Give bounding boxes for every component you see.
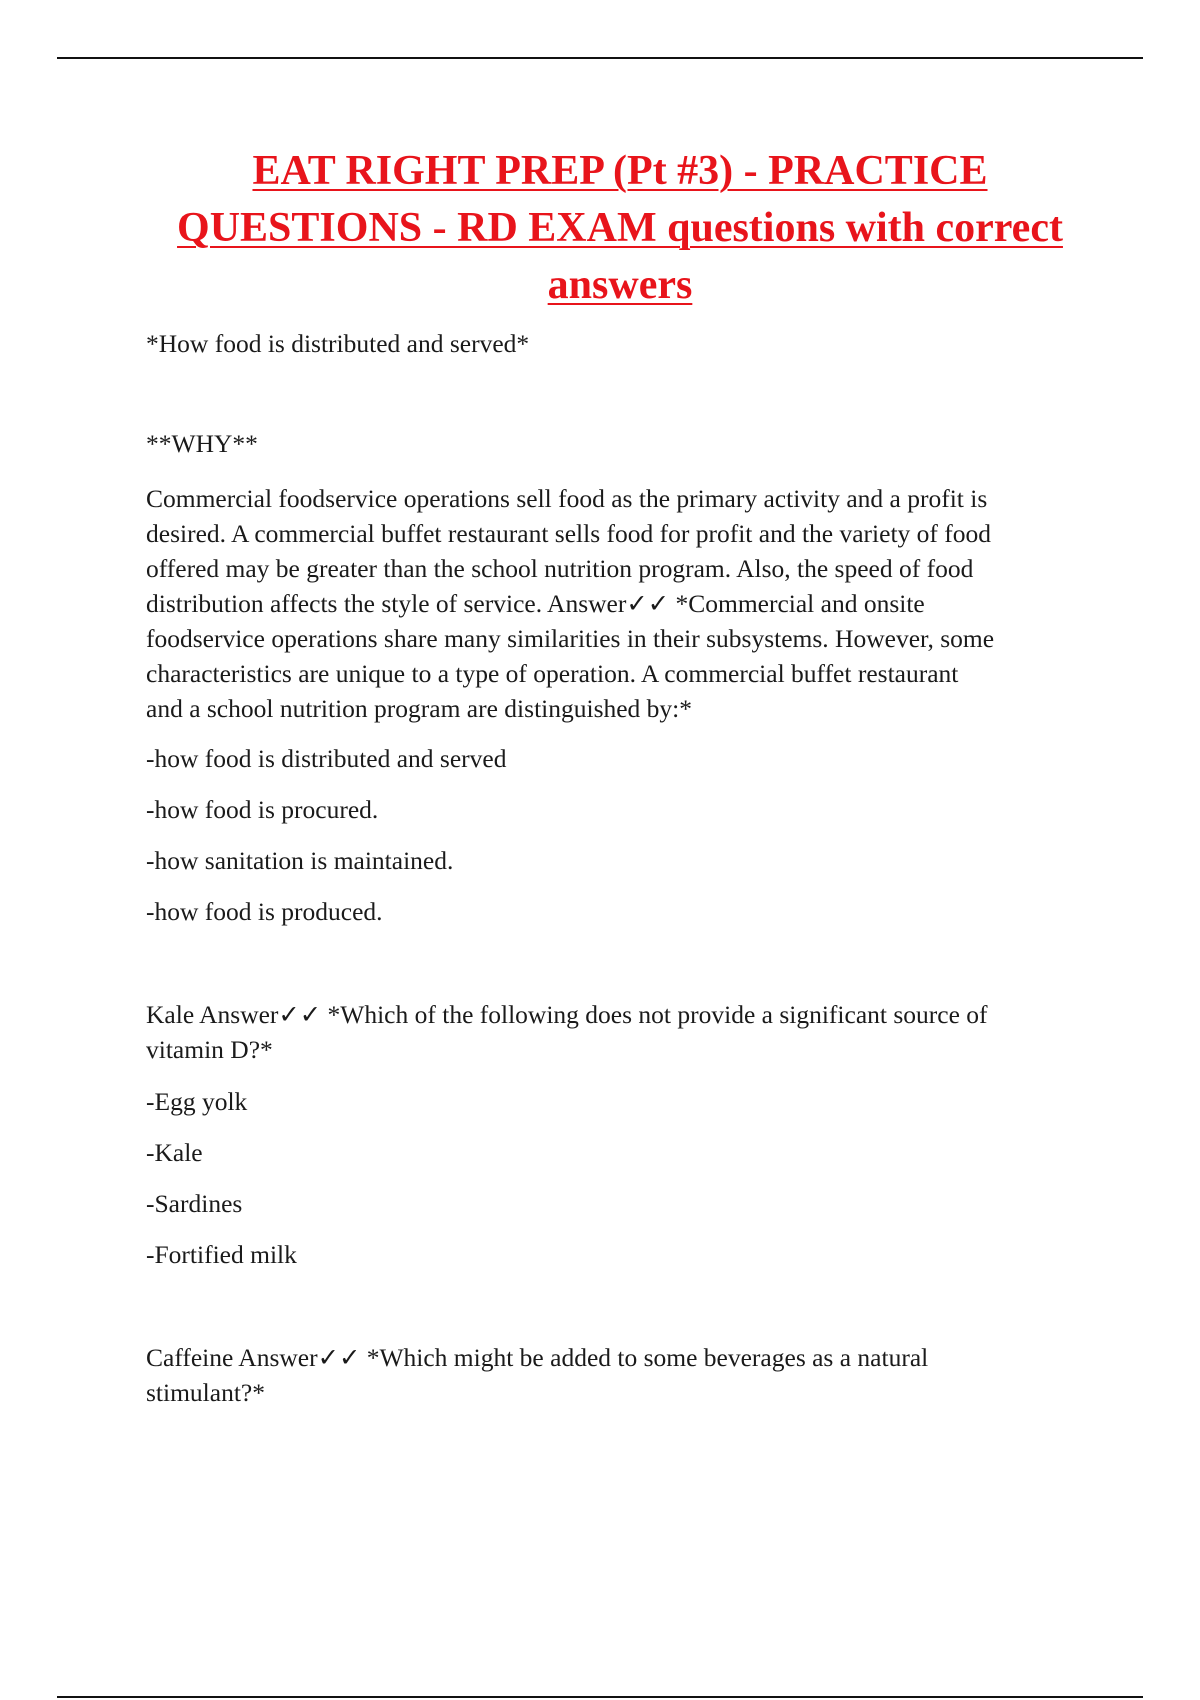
- title-line-1: EAT RIGHT PREP (Pt #3) - PRACTICE: [252, 148, 988, 194]
- q1-option-3: -how sanitation is maintained.: [146, 846, 454, 875]
- document-title: [130, 143, 1110, 314]
- explanation-line: desired. A commercial buffet restaurant sells food for profit and the variety of food: [146, 519, 992, 548]
- q2-option-3: -Sardines: [146, 1189, 243, 1218]
- q1-explanation: [146, 481, 1091, 726]
- top-rule: [57, 57, 1143, 59]
- explanation-line: Commercial foodservice operations sell food as the primary activity and a profit is: [146, 484, 988, 513]
- q2-option-1: -Egg yolk: [146, 1087, 248, 1116]
- question-line: Caffeine Answer✓✓ *Which might be added to some beverages as a natural: [146, 1343, 929, 1372]
- q3-question: [146, 1340, 1091, 1410]
- q2-question: [146, 997, 1091, 1067]
- bottom-rule: [57, 1696, 1143, 1698]
- explanation-line: characteristics are unique to a type of operation. A commercial buffet restaurant: [146, 659, 959, 688]
- q1-option-2: -how food is procured.: [146, 795, 379, 824]
- q1-answer-line: *How food is distributed and served*: [146, 329, 530, 358]
- explanation-line: offered may be greater than the school nutrition program. Also, the speed of food: [146, 554, 974, 583]
- question-line: vitamin D?*: [146, 1035, 273, 1064]
- title-line-2: QUESTIONS - RD EXAM questions with correct: [177, 205, 1063, 251]
- q1-option-4: -how food is produced.: [146, 897, 383, 926]
- question-line: Kale Answer✓✓ *Which of the following does not provide a significant source of: [146, 1000, 988, 1029]
- explanation-line: distribution affects the style of service. Answer✓✓ *Commercial and onsite: [146, 589, 925, 618]
- q2-option-4: -Fortified milk: [146, 1240, 297, 1269]
- q2-option-2: -Kale: [146, 1138, 203, 1167]
- explanation-line: foodservice operations share many similarities in their subsystems. However, some: [146, 624, 995, 653]
- explanation-line: and a school nutrition program are distinguished by:*: [146, 694, 693, 723]
- why-label: **WHY**: [146, 429, 258, 458]
- question-line: stimulant?*: [146, 1378, 265, 1407]
- title-line-3: answers: [547, 262, 693, 308]
- q1-option-1: -how food is distributed and served: [146, 744, 507, 773]
